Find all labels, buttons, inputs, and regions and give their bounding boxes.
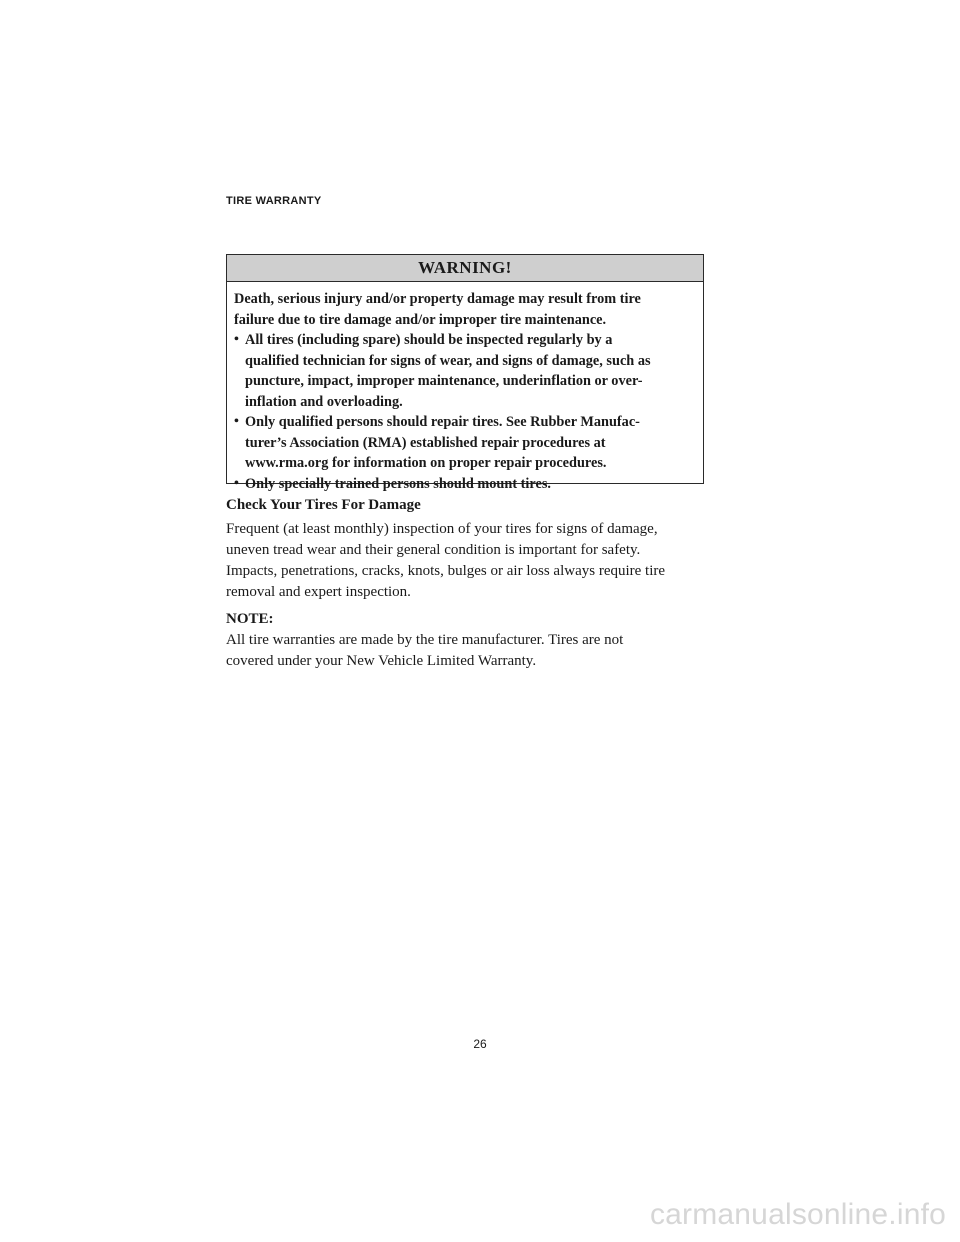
paragraph-line: Impacts, penetrations, cracks, knots, bulges or air loss always require tire (226, 563, 666, 579)
warning-bullet-line: All tires (including spare) should be inspected regularly by a (245, 332, 613, 348)
note-line: covered under your New Vehicle Limited Warranty. (226, 653, 537, 669)
warning-bullet-line: www.rma.org for information on proper repair procedures. (245, 455, 607, 471)
paragraph (226, 519, 706, 603)
warning-intro-line: Death, serious injury and/or property damage may result from tire (234, 291, 641, 307)
note-line: All tire warranties are made by the tire manufacturer. Tires are not (226, 632, 624, 648)
paragraph-line: Frequent (at least monthly) inspection of your tires for signs of damage, (226, 521, 658, 537)
warning-bullet-text (245, 474, 696, 495)
warning-bullet-line: Only specially trained persons should mount tires. (245, 475, 551, 492)
warning-bullet (234, 412, 696, 474)
warning-bullet-text (245, 412, 696, 474)
page-number: 26 (473, 1037, 487, 1051)
warning-bullet-line: qualified technician for signs of wear, and signs of damage, such as (245, 352, 651, 369)
warning-intro (234, 289, 696, 330)
watermark: carmanualsonline.info (649, 1198, 946, 1231)
paragraph-line: removal and expert inspection. (226, 584, 411, 600)
warning-intro-line: failure due to tire damage and/or improper tire maintenance. (234, 311, 607, 328)
bullet-icon: • (234, 475, 239, 491)
note-text (226, 630, 706, 672)
note-label: NOTE: (226, 611, 274, 627)
warning-bullet-line: Only qualified persons should repair tires. See Rubber Manufac- (245, 414, 640, 430)
paragraph-line: uneven tread wear and their general condition is important for safety. (226, 542, 641, 558)
warning-bullet-line: puncture, impact, improper maintenance, underinflation or over- (245, 373, 643, 389)
subheading: Check Your Tires For Damage (226, 497, 421, 513)
bullet-icon: • (234, 414, 239, 429)
warning-body (227, 282, 703, 494)
warning-bullet-line: turer’s Association (RMA) established repair procedures at (245, 434, 606, 451)
warning-title: WARNING! (227, 255, 703, 282)
warning-bullet-text (245, 330, 696, 412)
warning-bullet (234, 474, 696, 495)
warning-box (226, 254, 704, 492)
warning-bullet (234, 330, 696, 412)
warning-bullet-line: inflation and overloading. (245, 393, 403, 410)
bullet-icon: • (234, 332, 239, 347)
section-title: TIRE WARRANTY (226, 195, 322, 207)
